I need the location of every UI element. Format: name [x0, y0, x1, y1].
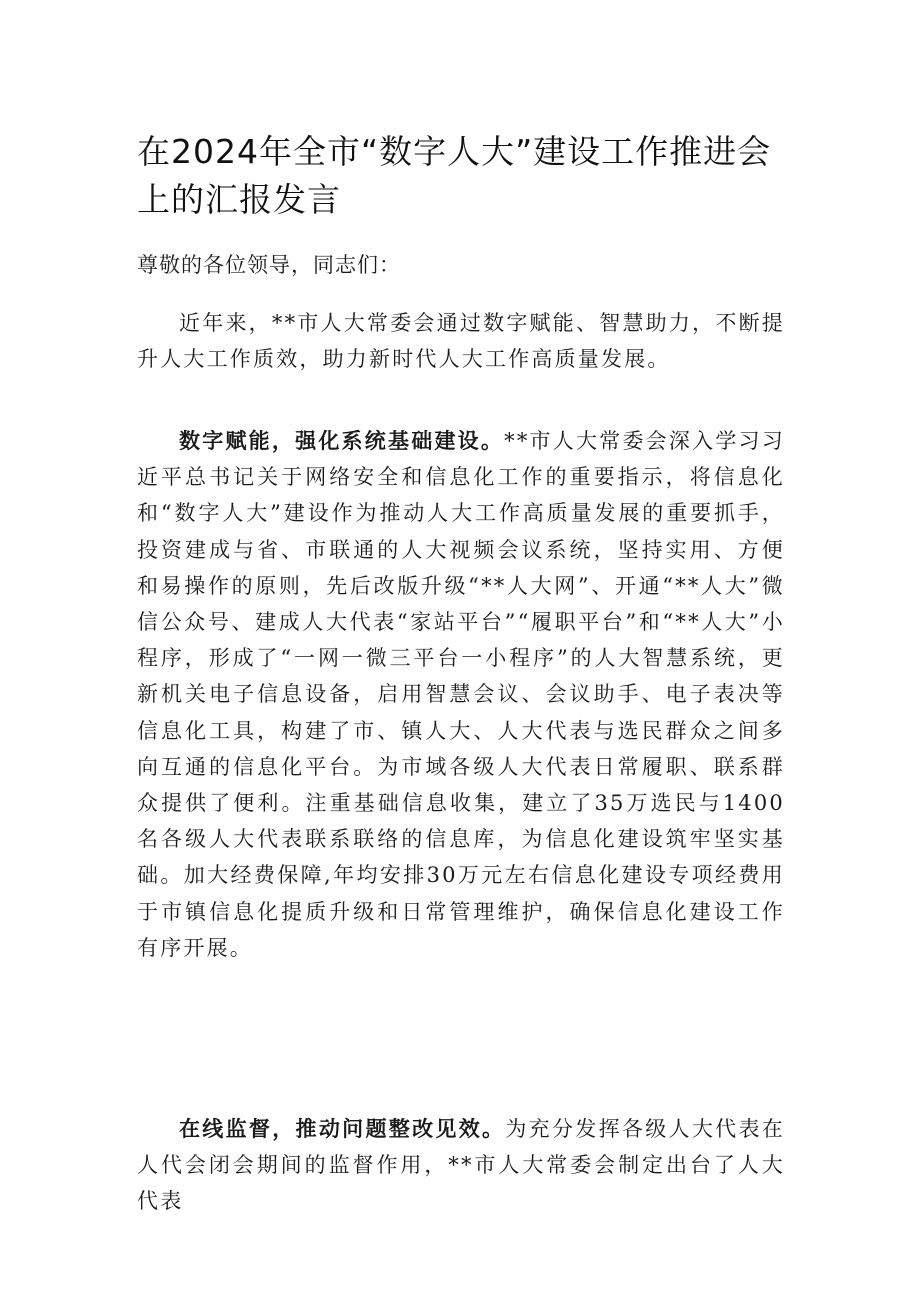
paragraph-lead: 数字赋能，强化系统基础建设。 — [179, 429, 505, 453]
paragraph-body: 近年来，**市人大常委会通过数字赋能、智慧助力，不断提升人大工作质效，助力新时代人大工作高质量发展。 — [137, 311, 785, 372]
paragraph-intro — [137, 305, 785, 377]
document-title: 在2024年全市“数字人大”建设工作推进会上的汇报发言 — [137, 132, 772, 219]
paragraph-body: 为充分发挥各级人大代表在人代会闭会期间的监督作用，**市人大常委会制定出台了人大代表 — [137, 1117, 785, 1214]
paragraph-digital-empowerment — [137, 423, 785, 966]
paragraph-online-supervision — [137, 1111, 785, 1220]
salutation: 尊敬的各位领导，同志们： — [137, 253, 401, 277]
paragraph-lead: 在线监督，推动问题整改见效。 — [179, 1117, 506, 1141]
paragraph-body: **市人大常委会深入学习习近平总书记关于网络安全和信息化工作的重要指示，将信息化和“数字人大”建设作为推动人大工作高质量发展的重要抓手，投资建成与省、市联通的人大视频会议系统，坚持实用、方便和易操作的原则，先后改版升级“**人大网”、开通“**人大”微信公众号、建成人大代表“家站平台”“履职平台”和“**人大”小程序，形成了“一网一微三平台一小程序”的人大智慧系统，更新机关电子信息设备，启用智慧会议、会议助手、电子表决等信息化工具，构建了市、镇人大、人大代表与选民群众之间多向互通的信息化平台。为市域各级人大代表日常履职、联系群众提供了便利。注重基础信息收集，建立了35万选民与1400名各级人大代表联系联络的信息库，为信息化建设筑牢坚实基础。加大经费保障,年均安排30万元左右信息化建设专项经费用于市镇信息化提质升级和日常管理维护，确保信息化建设工作有序开展。 — [137, 429, 785, 960]
